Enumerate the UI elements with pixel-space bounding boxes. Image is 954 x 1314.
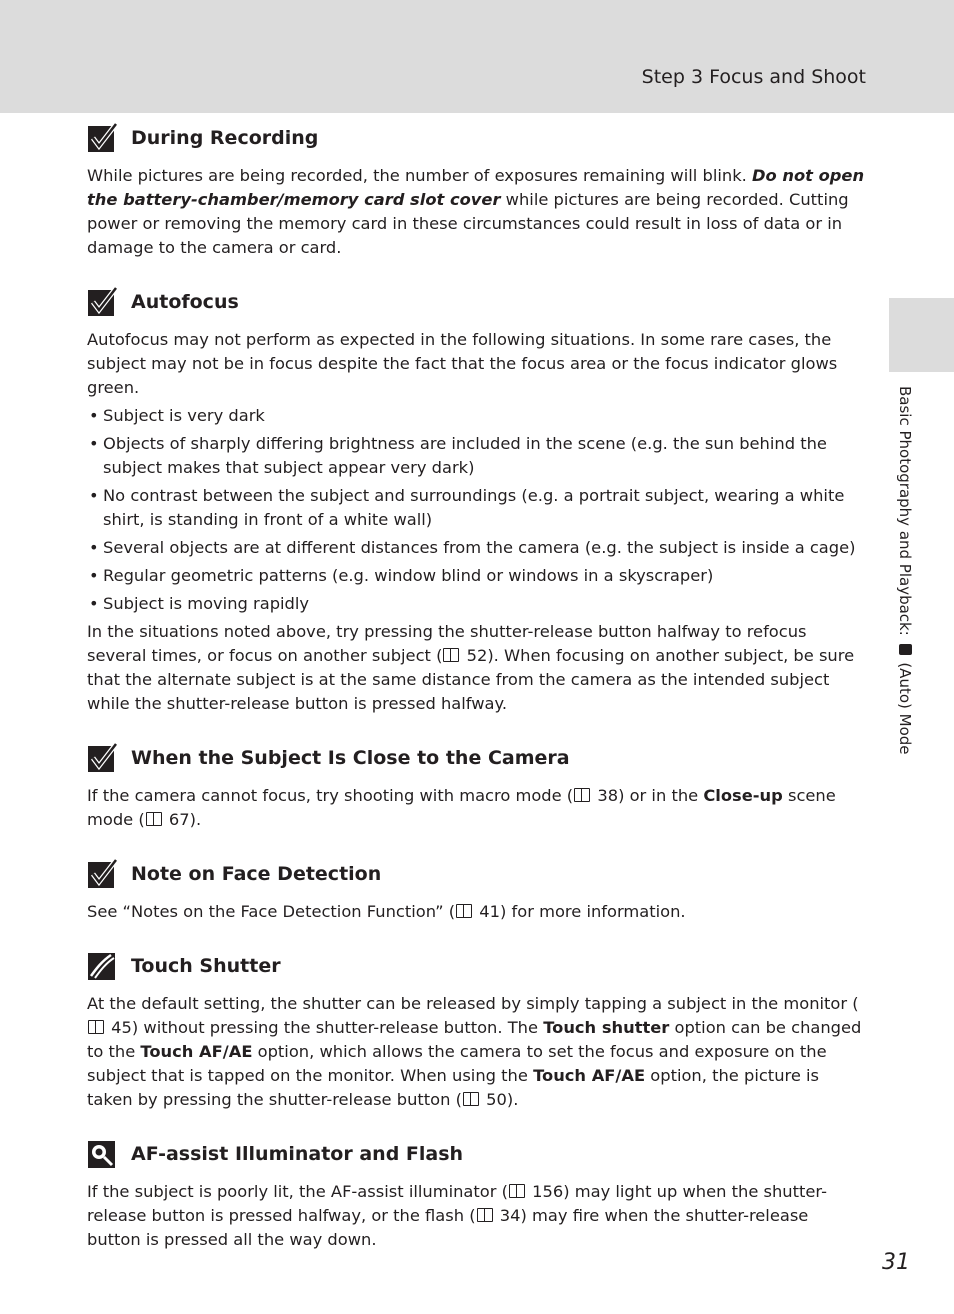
list-item: • No contrast between the subject and surroundings (e.g. a portrait subject, wearing a white shirt, is standing in front of a white wall) (87, 484, 867, 532)
menu-term: Touch AF/AE (140, 1042, 253, 1061)
body-text: In the situations noted above, try pressing the shutter-release button halfway to refocus several times, or focus on another subject ( (87, 622, 807, 665)
warning-text: Do not open the battery-chamber/memory card slot cover (87, 166, 865, 209)
body-text: If the subject is poorly lit, the AF-assist illuminator ( (87, 1182, 508, 1201)
body-text: option, the picture is taken by pressing the shutter-release button ( (87, 1066, 820, 1109)
caution-check-icon (87, 123, 117, 153)
list-item: • Objects of sharply differing brightness are included in the scene (e.g. the sun behind the subject makes that subject appear very dark) (87, 432, 867, 480)
caution-check-icon (87, 287, 117, 317)
camera-icon (899, 644, 912, 655)
body-text: At the default setting, the shutter can be released by simply tapping a subject in the monitor ( (87, 994, 859, 1013)
book-ref-icon (456, 904, 472, 918)
body-text: while pictures are being recorded. Cutting power or removing the memory card in these circumstances could result in loss of data or in damage to the camera or card. (87, 190, 849, 257)
section-during-recording (87, 118, 867, 260)
section-close-to-camera (87, 738, 867, 832)
section-body (87, 164, 867, 260)
menu-term: Close-up (703, 786, 783, 805)
section-body (87, 1180, 867, 1252)
list-item: • Subject is moving rapidly (87, 592, 867, 616)
menu-term: Touch AF/AE (533, 1066, 646, 1085)
sidebar-chapter-label (896, 386, 914, 755)
list-item: • Several objects are at different distances from the camera (e.g. the subject is inside a cage) (87, 536, 867, 560)
header-title: Step 3 Focus and Shoot (641, 66, 866, 88)
sidebar-text-after: (Auto) Mode (896, 657, 914, 755)
body-text: While pictures are being recorded, the number of exposures remaining will blink. (87, 166, 752, 185)
body-text: 50). (480, 1090, 519, 1109)
body-text: 34) may fire when the shutter-release button is pressed all the way down. (87, 1206, 809, 1249)
page-header (0, 0, 954, 113)
body-text: 45) without pressing the shutter-release button. The (106, 1018, 544, 1037)
section-title: When the Subject Is Close to the Camera (131, 747, 570, 769)
section-title: AF-assist Illuminator and Flash (131, 1143, 464, 1165)
page-number: 31 (882, 1250, 910, 1275)
body-text: 156) may light up when the shutter-release button is pressed halfway, or the flash ( (87, 1182, 827, 1225)
body-text: option can be changed to the (87, 1018, 862, 1061)
section-title: Note on Face Detection (131, 863, 382, 885)
body-text: See “Notes on the Face Detection Function” ( (87, 902, 456, 921)
note-pencil-icon (87, 951, 117, 981)
page-content (87, 118, 867, 1274)
section-body (87, 992, 867, 1112)
section-face-detection (87, 854, 867, 924)
book-ref-icon (574, 788, 590, 802)
section-body (87, 784, 867, 832)
section-title: Autofocus (131, 291, 239, 313)
section-body (87, 900, 867, 924)
magnifier-note-icon (87, 1139, 117, 1169)
book-ref-icon (88, 1020, 104, 1034)
section-body: Autofocus may not perform as expected in the following situations. In some rare cases, the subject may not be in focus despite the fact that the focus area or the focus indicator glows green. (87, 330, 838, 397)
book-ref-icon (463, 1092, 479, 1106)
book-ref-icon (477, 1208, 493, 1222)
section-title: Touch Shutter (131, 955, 281, 977)
bullet-list (87, 404, 867, 616)
side-tab (889, 298, 954, 372)
caution-check-icon (87, 743, 117, 773)
book-ref-icon (443, 648, 459, 662)
body-text: 52). When focusing on another subject, be sure that the alternate subject is at the same distance from the camera as the intended subject while the shutter-release button is pressed halfway. (87, 646, 855, 713)
section-touch-shutter (87, 946, 867, 1112)
body-text: 67). (163, 810, 202, 829)
book-ref-icon (509, 1184, 525, 1198)
caution-check-icon (87, 859, 117, 889)
book-ref-icon (146, 812, 162, 826)
sidebar-text-before: Basic Photography and Playback: (896, 386, 914, 641)
section-title: During Recording (131, 127, 319, 149)
list-item: • Regular geometric patterns (e.g. window blind or windows in a skyscraper) (87, 564, 867, 588)
section-body (87, 620, 867, 716)
body-text: If the camera cannot focus, try shooting with macro mode ( (87, 786, 574, 805)
body-text: 38) or in the (592, 786, 704, 805)
section-autofocus (87, 282, 867, 716)
menu-term: Touch shutter (543, 1018, 670, 1037)
body-text: 41) for more information. (474, 902, 686, 921)
section-af-assist (87, 1134, 867, 1252)
body-text: option, which allows the camera to set the focus and exposure on the subject that is tapped on the monitor. When using the (87, 1042, 827, 1085)
body-text: scene mode ( (87, 786, 836, 829)
list-item: • Subject is very dark (87, 404, 867, 428)
